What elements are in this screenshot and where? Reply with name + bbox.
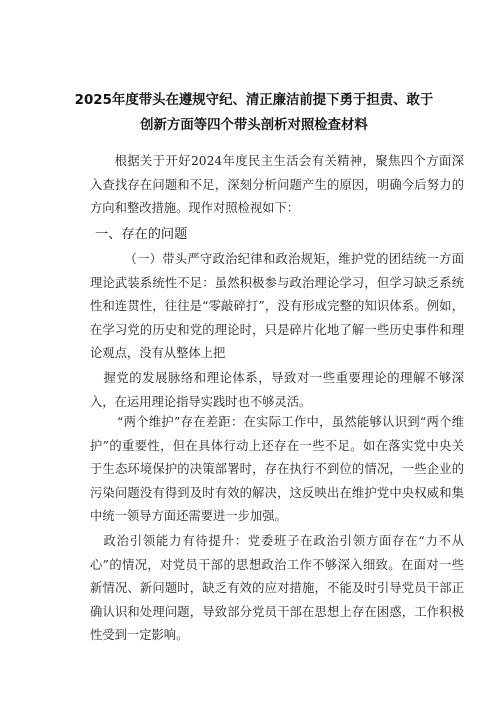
paragraph-item-3: 政治引领能力有待提升：党委班子在政治引领方面存在“力不从心”的情况，对党员干部的思想政治工作不够深入细致。在面对一些新情况、新问题时，缺乏有效的应对措施，不能及时引导党员干部正确认识和处理问题，导致部分党员干部在思想上存在困惑，工作积极性受到一定影响。 [90, 534, 464, 643]
section-heading-problems: 一、存在的问题 [95, 227, 188, 242]
paragraph-item-1-continued: 握党的发展脉络和理论体系，导致对一些重要理论的理解不够深入，在运用理论指导实践时也不够灵活。 [90, 371, 464, 409]
document-title: 2025年度带头在遵规守纪、清正廉洁前提下勇于担责、敢于创新方面等四个带头剖析对照检查材料 [74, 93, 434, 133]
paragraph-item-1: （一）带头严守政治纪律和政治规矩，维护党的团结统一方面理论武装系统性不足：虽然积极参与政治理论学习，但学习缺乏系统性和连贯性，往往是“零敲碎打”，没有形成完整的知识体系。例如，在学习党的历史和党的理论时，只是碎片化地了解一些历史事件和理论观点，没有从整体上把 [90, 252, 464, 361]
paragraph-item-2: “两个维护”存在差距：在实际工作中，虽然能够认识到“两个维护”的重要性，但在具体行动上还存在一些不足。如在落实党中央关于生态环境保护的决策部署时，存在执行不到位的情况，一些企业的污染问题没有得到及时有效的解决，这反映出在维护党中央权威和集中统一领导方面还需要进一步加强。 [90, 415, 464, 524]
intro-paragraph: 根据关于开好2024年度民主生活会有关精神，聚焦四个方面深入查找存在问题和不足，深刻分析问题产生的原因，明确今后努力的方向和整改措施。现作对照检视如下： [90, 154, 464, 216]
